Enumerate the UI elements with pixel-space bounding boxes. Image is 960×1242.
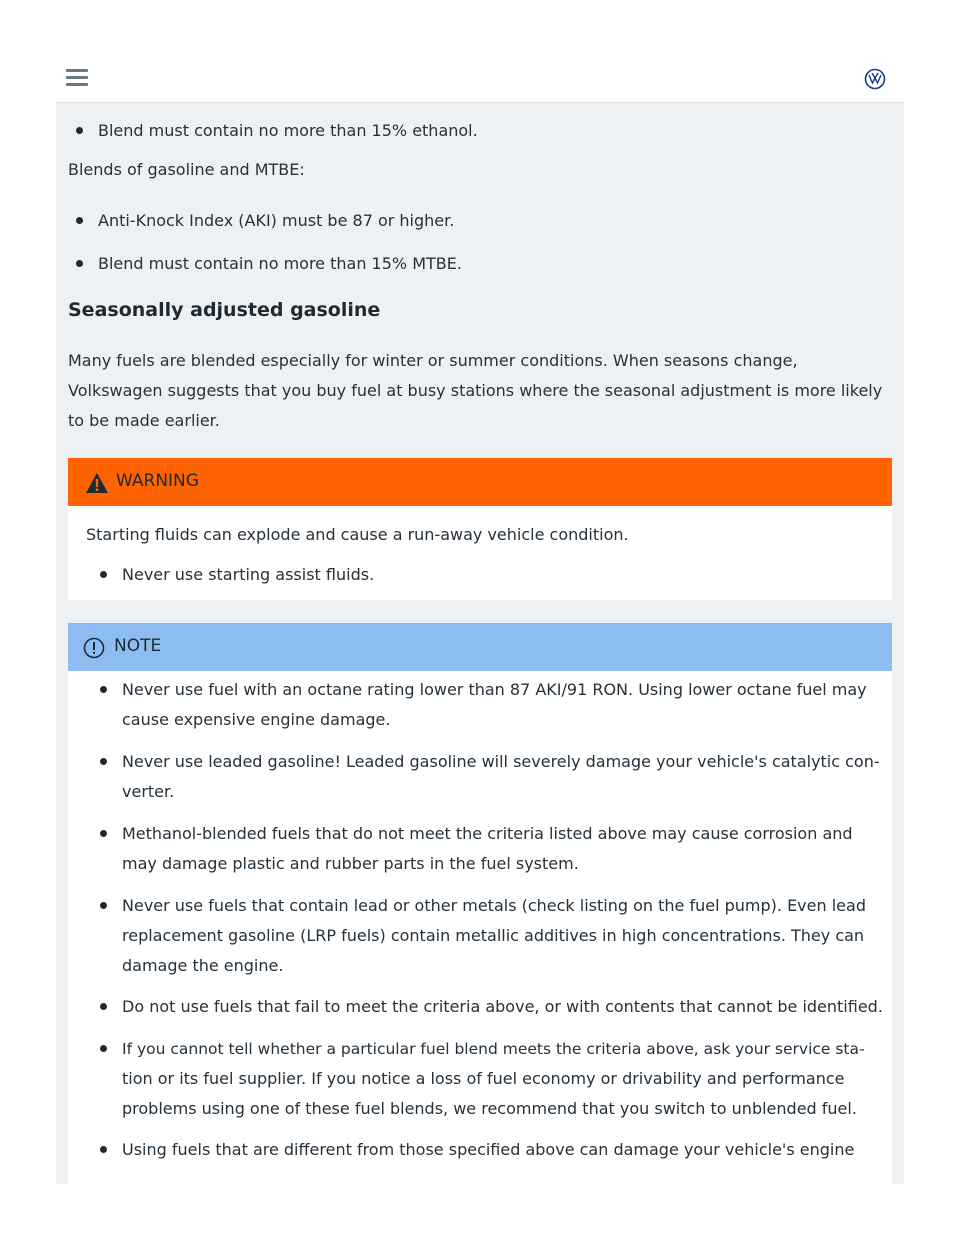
section-line: Many fuels are blended especially for winter or summer conditions. When seasons change, (68, 351, 798, 370)
warning-triangle-icon (85, 472, 109, 494)
warning-bullet: Never use starting assist fluids. (122, 565, 375, 584)
bullet-dot (100, 686, 107, 693)
bullet-dot (100, 1146, 107, 1153)
warning-header (68, 458, 892, 506)
warning-title: WARNING (116, 471, 199, 491)
bullet-dot (76, 217, 83, 224)
note-line: tion or its fuel supplier. If you notice a loss of fuel economy or drivability and performance (122, 1069, 845, 1088)
bullet-dot (100, 571, 107, 578)
note-line: problems using one of these fuel blends, we recommend that you switch to unblended fuel. (122, 1099, 857, 1118)
note-header (68, 623, 892, 671)
bullet-dot (100, 758, 107, 765)
section-line: to be made earlier. (68, 411, 220, 430)
note-line: Never use leaded gasoline! Leaded gasoline will severely damage your vehicle's catalytic con- (122, 752, 880, 771)
note-line: cause expensive engine damage. (122, 710, 391, 729)
note-line: Using fuels that are different from those specified above can damage your vehicle's engine (122, 1140, 855, 1159)
warning-box (68, 458, 892, 600)
note-line: damage the engine. (122, 956, 284, 975)
bullet-dot (100, 830, 107, 837)
bullet-dot (100, 1003, 107, 1010)
manual-content (56, 103, 904, 1184)
note-line: If you cannot tell whether a particular fuel blend meets the criteria above, ask your service sta- (122, 1040, 865, 1058)
section-line: Volkswagen suggests that you buy fuel at busy stations where the seasonal adjustment is more likely (68, 381, 883, 400)
note-box (68, 623, 892, 1184)
note-line: may damage plastic and rubber parts in the fuel system. (122, 854, 579, 873)
warning-text: Starting fluids can explode and cause a run-away vehicle condition. (86, 525, 629, 544)
note-line: Methanol-blended fuels that do not meet the criteria listed above may cause corrosion and (122, 824, 853, 843)
top-bar (56, 52, 904, 103)
note-line: Never use fuels that contain lead or other metals (check listing on the fuel pump). Even lead (122, 896, 866, 915)
note-line: verter. (122, 782, 175, 801)
note-line: replacement gasoline (LRP fuels) contain metallic additives in high concentrations. They can (122, 926, 865, 945)
vw-logo-icon[interactable] (864, 68, 886, 90)
bullet-dot (100, 902, 107, 909)
bullet-dot (76, 127, 83, 134)
bullet-dot (100, 1045, 107, 1052)
bullet-mtbe: Blend must contain no more than 15% MTBE. (98, 254, 462, 273)
section-title: Seasonally adjusted gasoline (68, 299, 381, 321)
note-title: NOTE (114, 636, 162, 656)
note-line: Do not use fuels that fail to meet the criteria above, or with contents that cannot be identified. (122, 997, 883, 1016)
bullet-ethanol: Blend must contain no more than 15% ethanol. (98, 121, 478, 140)
note-line: Never use fuel with an octane rating lower than 87 AKI/91 RON. Using lower octane fuel may (122, 680, 867, 699)
bullet-aki: Anti-Knock Index (AKI) must be 87 or higher. (98, 211, 455, 230)
hamburger-menu-icon[interactable] (66, 69, 88, 87)
exclamation-circle-icon (83, 637, 105, 659)
mtbe-heading: Blends of gasoline and MTBE: (68, 160, 305, 179)
bullet-dot (76, 260, 83, 267)
